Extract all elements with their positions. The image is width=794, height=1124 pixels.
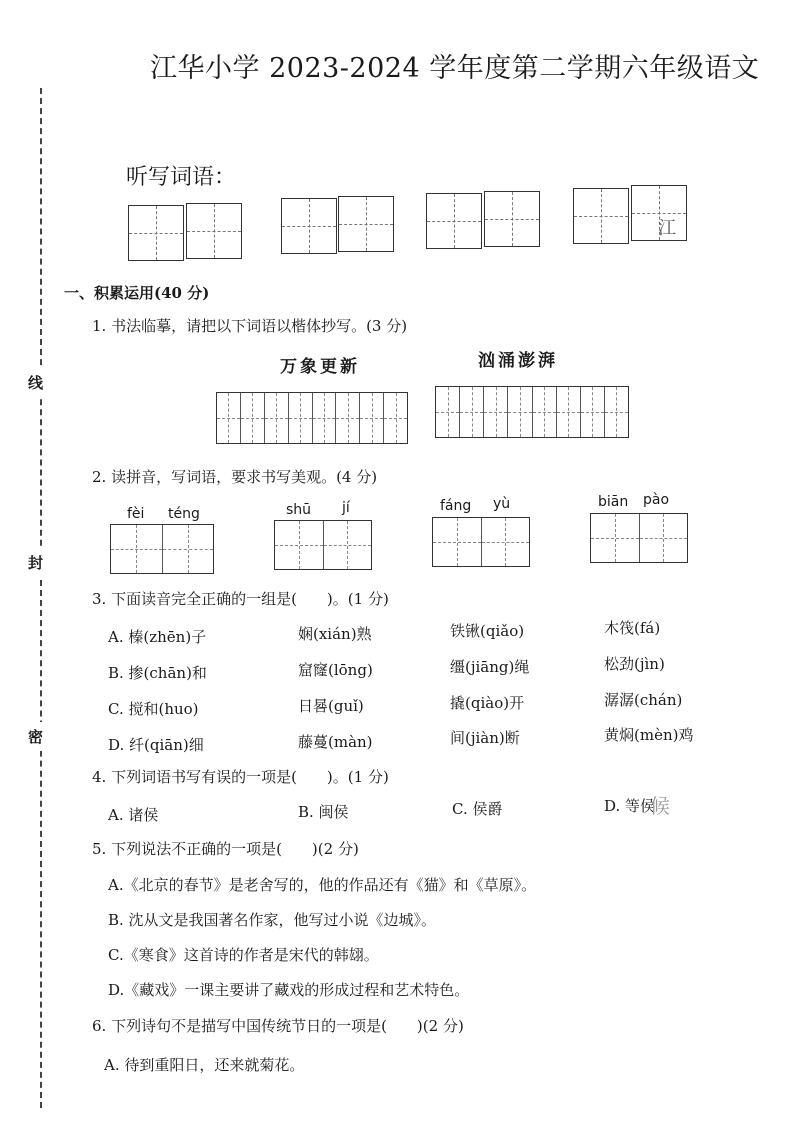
option-text: D. 等侯	[604, 797, 656, 815]
option-text: 撬(qiào)开	[450, 694, 525, 712]
pinyin-grid-4[interactable]	[590, 513, 688, 563]
option-text: A. 待到重阳日，还来就菊花。	[104, 1056, 305, 1074]
option-text: 黄焖(mèn)鸡	[604, 726, 694, 744]
binding-dashed-line	[40, 88, 42, 1108]
option-text: C.《寒食》这首诗的作者是宋代的韩翃。	[108, 946, 379, 964]
pinyin: jí	[342, 500, 350, 516]
dictation-box[interactable]	[573, 188, 629, 244]
option-text: C. 搅和(huo)	[108, 700, 199, 718]
stray-handwritten-mark: 候	[650, 794, 670, 818]
option-text: 铁锹(qiǎo)	[450, 622, 525, 640]
dictation-box[interactable]	[426, 193, 482, 249]
pinyin: pào	[643, 492, 670, 508]
pinyin: shū	[286, 502, 312, 518]
binding-label-mi: 密	[28, 722, 43, 751]
pinyin: biān	[598, 494, 629, 510]
option-text: B. 沈从文是我国著名作家，他写过小说《边城》。	[108, 911, 437, 929]
question-2: 2. 读拼音，写词语，要求书写美观。(4 分)	[92, 468, 378, 486]
phrase-1: 万象更新	[280, 357, 360, 377]
copy-grid-1[interactable]	[216, 392, 408, 444]
option-text: 窟窿(lōng)	[298, 661, 373, 679]
binding-label-feng: 封	[28, 548, 43, 577]
option-text: A. 诸侯	[108, 806, 159, 824]
option-text: B. 掺(chān)和	[108, 664, 207, 682]
phrase-2: 汹涌澎湃	[478, 351, 558, 371]
option-text: A. 榛(zhēn)子	[108, 628, 207, 646]
dictation-handwritten-char: 江	[658, 218, 676, 239]
dictation-label: 听写词语：	[126, 165, 237, 190]
option-text: 缰(jiāng)绳	[450, 658, 530, 676]
pinyin: yù	[493, 496, 511, 512]
dictation-box[interactable]	[128, 205, 184, 261]
section-title: 一、积累运用(40 分)	[64, 284, 210, 302]
pinyin: fáng	[440, 498, 472, 514]
binding-label-xian: 线	[28, 368, 43, 397]
option-text: 藤蔓(màn)	[298, 733, 373, 751]
option-text: 间(jiàn)断	[450, 729, 520, 747]
option-text: D. 纤(qiān)细	[108, 736, 204, 754]
dictation-box[interactable]	[338, 196, 394, 252]
pinyin-grid-2[interactable]	[274, 520, 372, 570]
option-text: 娴(xián)熟	[298, 625, 372, 643]
option-text: 木筏(fá)	[604, 619, 661, 637]
option-text: 日晷(guǐ)	[298, 697, 364, 715]
question-1: 1. 书法临摹，请把以下词语以楷体抄写。(3 分)	[92, 317, 408, 335]
option-text: 松劲(jìn)	[604, 655, 665, 673]
option-text: 潺潺(chán)	[604, 691, 683, 709]
option-text: A.《北京的春节》是老舍写的，他的作品还有《猫》和《草原》。	[108, 876, 537, 894]
pinyin-grid-3[interactable]	[432, 517, 530, 567]
question-3: 3. 下面读音完全正确的一组是( )。(1 分)	[92, 590, 389, 608]
dictation-box[interactable]	[281, 198, 337, 254]
page-title: 江华小学 2023-2024 学年度第二学期六年级语文	[150, 53, 760, 84]
pinyin-grid-1[interactable]	[110, 524, 214, 574]
option-text: D.《藏戏》一课主要讲了藏戏的形成过程和艺术特色。	[108, 981, 470, 999]
option-text: B. 闽侯	[298, 803, 349, 821]
dictation-box[interactable]	[484, 191, 540, 247]
copy-grid-2[interactable]	[435, 386, 629, 438]
question-4: 4. 下列词语书写有误的一项是( )。(1 分)	[92, 768, 389, 786]
option-text: C. 侯爵	[452, 800, 503, 818]
pinyin: fèi	[127, 506, 145, 522]
dictation-box[interactable]	[186, 203, 242, 259]
question-5: 5. 下列说法不正确的一项是( )(2 分)	[92, 840, 359, 858]
question-6: 6. 下列诗句不是描写中国传统节日的一项是( )(2 分)	[92, 1017, 464, 1035]
pinyin: téng	[168, 506, 200, 522]
